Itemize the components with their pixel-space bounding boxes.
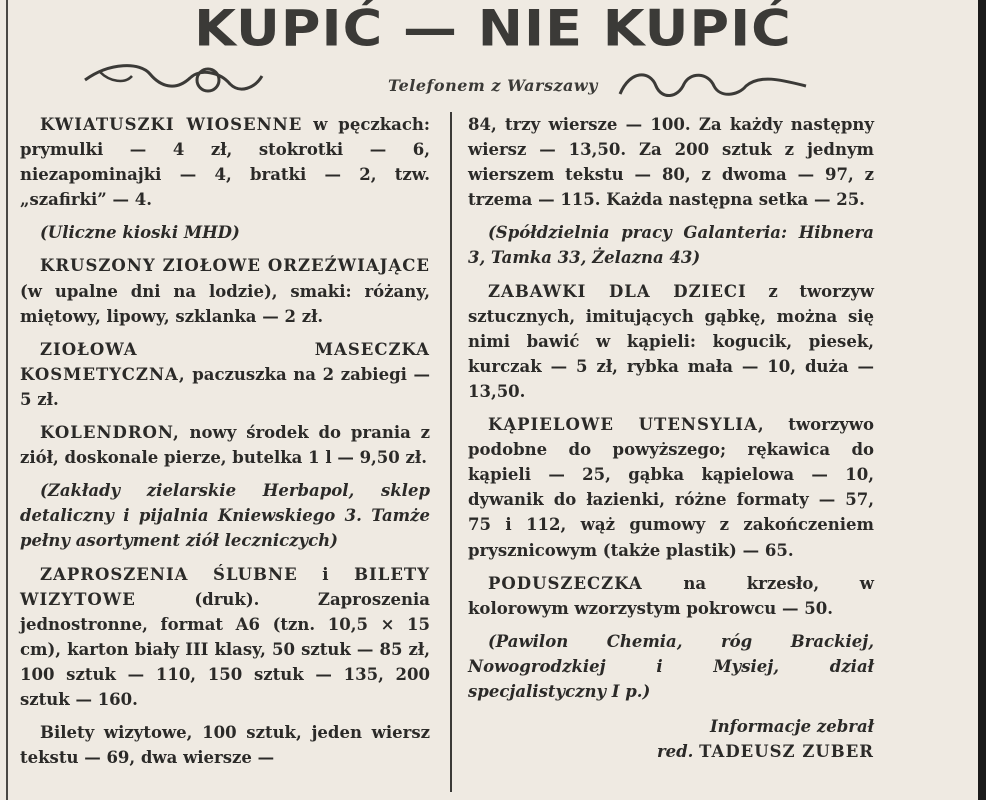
source-note: (Pawilon Chemia, róg Brackiej, Nowogrodzkiej i Mysiej, dział specjalistyczny I p.) [468, 631, 874, 701]
article-subtitle: Telefonem z Warszawy [388, 76, 598, 95]
author-credit: red. TADEUSZ ZUBER [656, 742, 874, 762]
source-note: (Spółdzielnia pracy Galanteria: Hibnera 3, Tamka 33, Żelazna 43) [468, 223, 874, 268]
column-divider [450, 112, 452, 792]
entry-bath-utensils: KĄPIELOWE UTENSYLIA, tworzywo podobne do powyższego; rękawica do kąpieli — 25, gąbka kąpielowa — 10, dywanik do łazienki, różne formaty — 57, 75 i 112, wąż gumowy z zakończeniem prysznicowym (także plastik) — 65. [468, 415, 874, 560]
right-column [468, 112, 874, 764]
business-cards-continued: 84, trzy wiersze — 100. Za każdy następny wiersz — 13,50. Za 200 sztuk z jednym wierszem tekstu — 80, z dwoma — 97, z trzema — 115. Każda następna setka — 25. [468, 115, 874, 210]
entry-invitations: ZAPROSZENIA ŚLUBNE i BILETY WIZYTOWE (druk). Zaproszenia jednostronne, format A6 (tzn. 10,5 × 15 cm), karton biały III klasy, 50 sztuk — 85 zł, 100 sztuk — 110, 150 sztuk — 135, 200 sztuk — 160. [20, 564, 430, 709]
credit-line: Informacje zebrał [709, 717, 874, 737]
author-name: TADEUSZ ZUBER [699, 742, 874, 762]
left-column [20, 112, 430, 778]
article-title: KUPIĆ — NIE KUPIĆ [194, 0, 792, 58]
entry-herbal-drinks: KRUSZONY ZIOŁOWE ORZEŹWIAJĄCE (w upalne dni na lodzie), smaki: różany, miętowy, lipowy, szklanka — 2 zł. [20, 256, 430, 326]
source-note: (Zakłady zielarskie Herbapol, sklep detaliczny i pijalnia Kniewskiego 3. Tamże pełny asortyment ziół leczniczych) [20, 481, 430, 551]
entry-bath-toys: ZABAWKI DLA DZIECI z tworzyw sztucznych, imitujących gąbkę, można się nimi bawić w kąpieli: kogucik, piesek, kurczak — 5 zł, rybka mała — 10, duża — 13,50. [468, 281, 875, 401]
entry-cushion: PODUSZECZKA na krzesło, w kolorowym wzorzystym pokrowcu — 50. [468, 573, 874, 618]
entry-kolendron: KOLENDRON, nowy środek do prania z ziół, doskonale pierze, butelka 1 l — 9,50 zł. [20, 423, 430, 468]
entry-herbal-mask: ZIOŁOWA MASECZKA KOSMETYCZNA, paczuszka na 2 zabiegi — 5 zł. [20, 339, 430, 409]
left-page-rule [6, 0, 8, 800]
right-page-edge [978, 0, 986, 800]
entry-business-cards: Bilety wizytowe, 100 sztuk, jeden wiersz tekstu — 69, dwa wiersze — [20, 723, 430, 768]
entry-spring-flowers: KWIATUSZKI WIOSENNE w pęczkach: prymulki — 4 zł, stokrotki — 6, niezapominajki — 4, bratki — 2, tzw. „szafirki” — 4. [20, 115, 431, 210]
source-note: (Uliczne kioski MHD) [40, 223, 240, 243]
